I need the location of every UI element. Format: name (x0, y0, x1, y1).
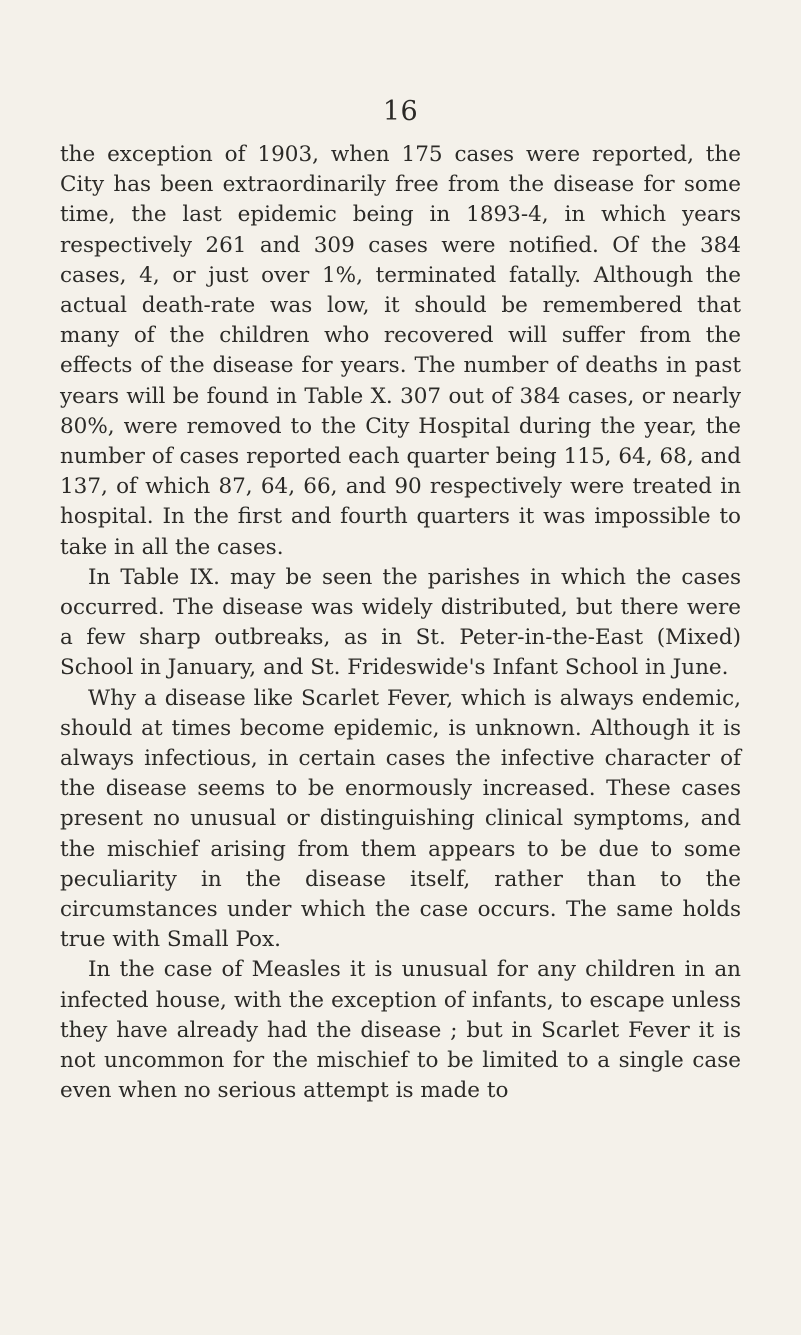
paragraph-table-ix: In Table IX. may be seen the parishes in which the cases occurred. The disease was widely distributed, but there were a few sharp outbreaks, as in St. Peter-in-the-East (Mixed) School in January, and St. Frideswide's Infant School in June. (60, 564, 741, 681)
body-text (60, 140, 741, 1107)
page-number: 16 (382, 96, 419, 127)
paragraph-measles: In the case of Measles it is unusual for any children in an infected house, with the exception of infants, to escape unless they have already had the disease ; but in Scarlet Fever it is not uncommon for the mischief to be limited to a single case even when no serious attempt is made to (60, 957, 741, 1104)
paragraph-continuation: the exception of 1903, when 175 cases were reported, the City has been extraordinarily free from the disease for some time, the last epidemic being in 1893-4, in which years respectively 261 and 309 cases were notified. Of the 384 cases, 4, or just over 1%, terminated fatally. Although the actual death-rate was low, it should be remembered that many of the children who recovered will suffer from the effects of the disease for years. The number of deaths in past years will be found in Table X. 307 out of 384 cases, or nearly 80%, were removed to the City Hospital during the year, the number of cases reported each quarter being 115, 64, 68, and 137, of which 87, 64, 66, and 90 respectively were treated in hospital. In the first and fourth quarters it was impossible to take in all the cases. (60, 142, 741, 560)
paragraph-scarlet-fever-epidemic: Why a disease like Scarlet Fever, which is always endemic, should at times become epidemic, is unknown. Although it is always infectious, in certain cases the infective character of the disease seems to be enormously increased. These cases present no unusual or distinguishing clinical symptoms, and the mischief arising from them appears to be due to some peculiarity in the disease itself, rather than to the circumstances under which the case occurs. The same holds true with Small Pox. (60, 685, 741, 953)
